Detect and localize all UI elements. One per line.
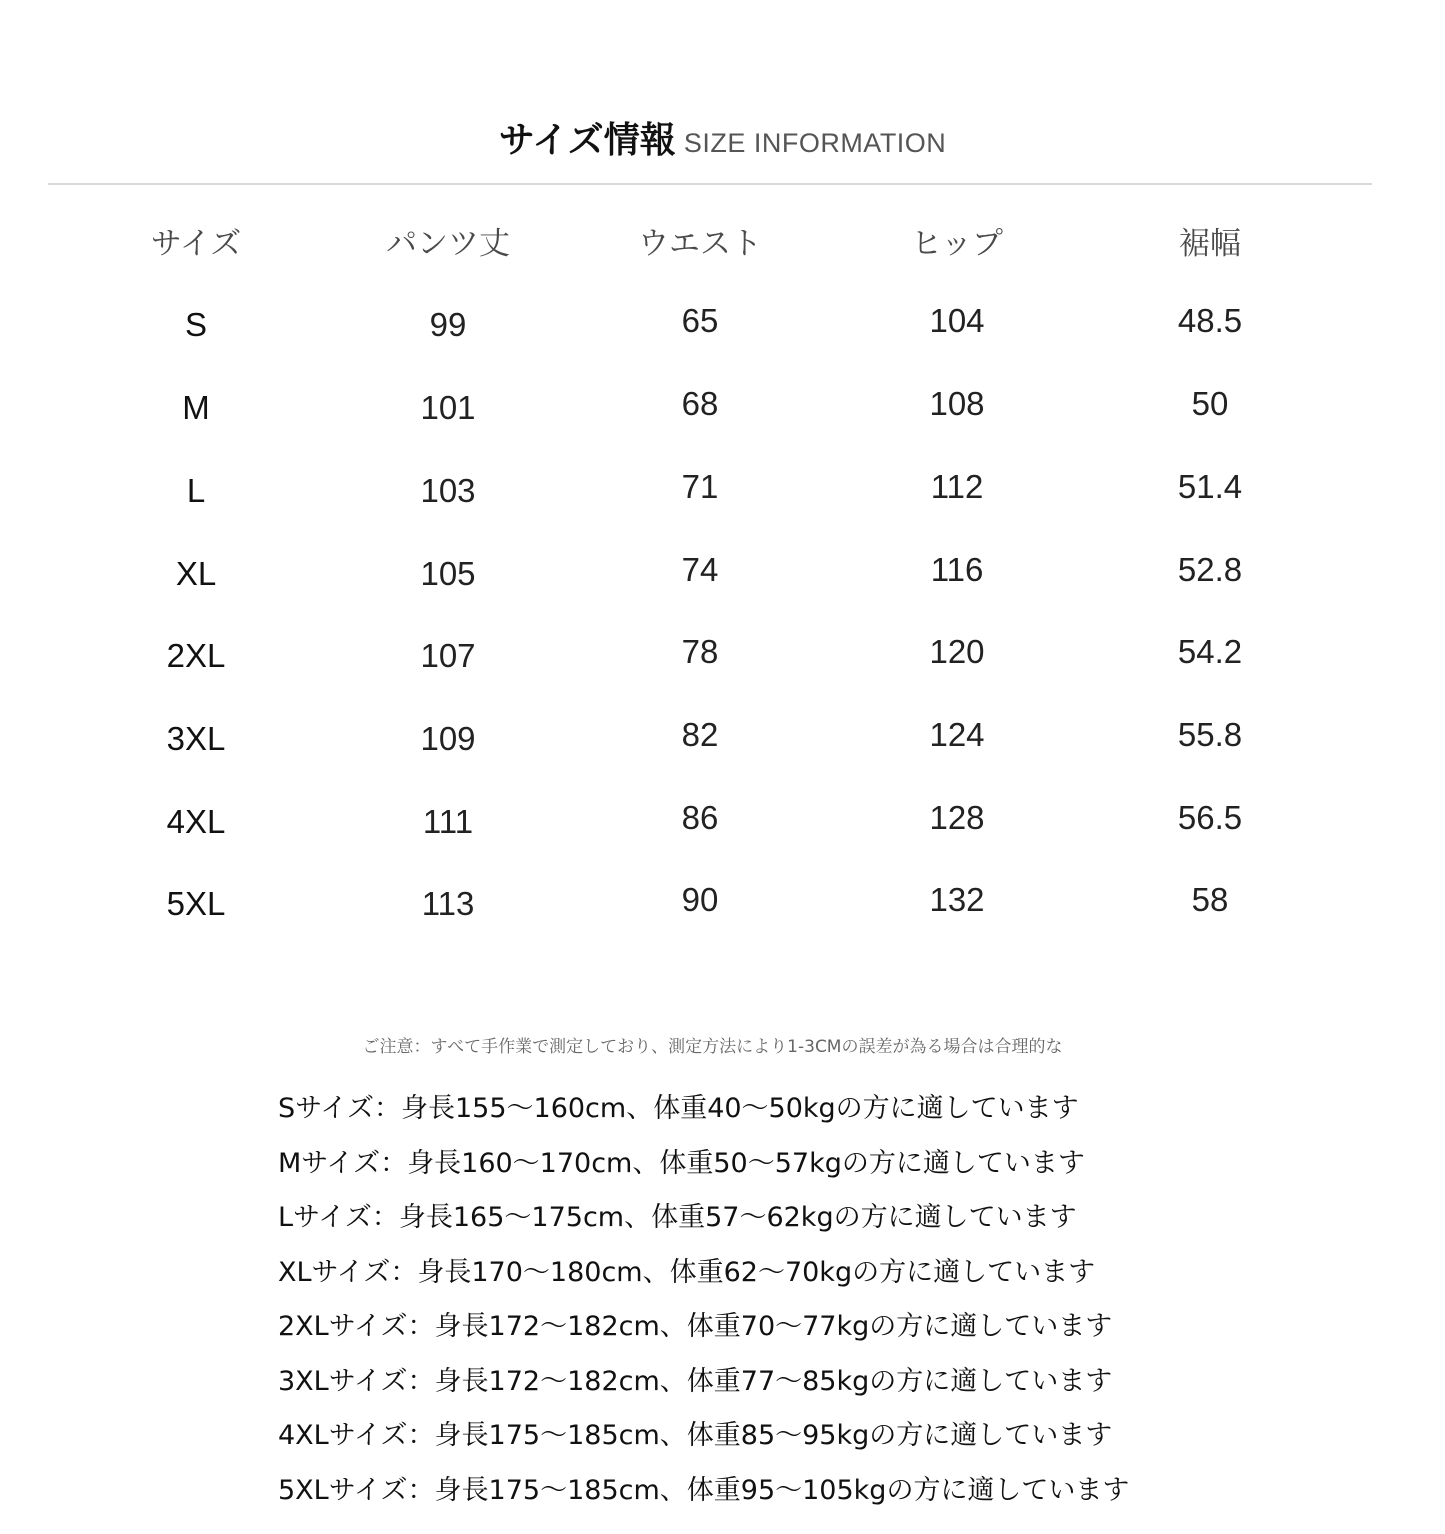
fit-guide-item-xl: XLサイズ：身長170〜180cm、体重62〜70kgの方に適しています — [278, 1256, 1096, 1288]
pants-length-cell: 111 — [422, 803, 474, 840]
hem-width-cell: 50 — [1191, 385, 1229, 422]
waist-cell: 78 — [681, 633, 719, 670]
hem-width-cell: 58 — [1191, 881, 1229, 918]
title-english: SIZE INFORMATION — [683, 128, 947, 158]
hem-width-cell: 55.8 — [1177, 716, 1243, 753]
table-row — [0, 468, 1445, 528]
hip-cell: 116 — [930, 551, 984, 588]
title-japanese: サイズ情報 — [498, 120, 676, 161]
waist-cell: 68 — [681, 385, 719, 422]
header-hem-width: 裾幅 — [1179, 226, 1241, 262]
pants-length-cell: 113 — [421, 885, 475, 922]
table-row — [0, 633, 1445, 693]
header-size: サイズ — [150, 226, 242, 262]
pants-length-cell: 101 — [420, 389, 476, 426]
hip-cell: 124 — [929, 716, 985, 753]
header-waist: ウエスト — [638, 226, 762, 262]
measurement-note: ご注意：すべて手作業で測定しており、測定方法により1-3CMの誤差が為る場合は合理的な — [362, 1037, 1063, 1057]
hip-cell: 112 — [930, 468, 984, 505]
table-row — [0, 799, 1445, 859]
table-row — [0, 551, 1445, 611]
size-cell: 5XL — [166, 885, 226, 922]
hem-width-cell: 51.4 — [1177, 468, 1243, 505]
table-row — [0, 881, 1445, 941]
fit-guide-item-2xl: 2XLサイズ：身長172〜182cm、体重70〜77kgの方に適しています — [278, 1311, 1113, 1342]
waist-cell: 82 — [681, 716, 719, 753]
size-cell: XL — [175, 555, 217, 592]
table-row — [0, 716, 1445, 776]
fit-guide-item-3xl: 3XLサイズ：身長172〜182cm、体重77〜85kgの方に適しています — [278, 1365, 1113, 1397]
hem-width-cell: 48.5 — [1177, 302, 1243, 339]
pants-length-cell: 107 — [420, 637, 476, 674]
hip-cell: 132 — [929, 881, 985, 918]
fit-guide-item-4xl: 4XLサイズ：身長175〜185cm、体重85〜95kgの方に適しています — [278, 1420, 1113, 1451]
waist-cell: 71 — [681, 468, 719, 505]
size-cell: 4XL — [166, 803, 226, 840]
waist-cell: 65 — [681, 302, 719, 339]
hip-cell: 104 — [929, 302, 985, 339]
fit-guide-item-m: Mサイズ：身長160〜170cm、体重50〜57kgの方に適しています — [278, 1147, 1085, 1179]
size-cell: 3XL — [166, 720, 226, 757]
hip-cell: 128 — [929, 799, 985, 836]
waist-cell: 74 — [681, 551, 719, 588]
header-hip: ヒップ — [910, 226, 1004, 262]
table-row — [0, 385, 1445, 445]
pants-length-cell: 103 — [420, 472, 476, 509]
hip-cell: 108 — [929, 385, 985, 422]
waist-cell: 90 — [681, 881, 719, 918]
size-cell: S — [184, 306, 207, 343]
fit-guide-item-s: Sサイズ：身長155〜160cm、体重40〜50kgの方に適しています — [278, 1093, 1079, 1124]
size-cell: L — [186, 472, 206, 509]
size-cell: 2XL — [166, 637, 226, 674]
table-row — [0, 302, 1445, 362]
size-cell: M — [182, 389, 210, 426]
fit-guide-list — [278, 1087, 1278, 1523]
pants-length-cell: 105 — [420, 555, 476, 592]
waist-cell: 86 — [681, 799, 719, 836]
pants-length-cell: 99 — [429, 306, 467, 343]
hem-width-cell: 54.2 — [1177, 633, 1243, 670]
pants-length-cell: 109 — [420, 720, 476, 757]
hem-width-cell: 52.8 — [1177, 551, 1243, 588]
fit-guide-item-5xl: 5XLサイズ：身長175〜185cm、体重95〜105kgの方に適しています — [278, 1474, 1130, 1506]
fit-guide-item-l: Lサイズ：身長165〜175cm、体重57〜62kgの方に適しています — [278, 1202, 1077, 1233]
hip-cell: 120 — [929, 633, 985, 670]
header-pants-length: パンツ丈 — [386, 226, 510, 262]
hem-width-cell: 56.5 — [1177, 799, 1243, 836]
